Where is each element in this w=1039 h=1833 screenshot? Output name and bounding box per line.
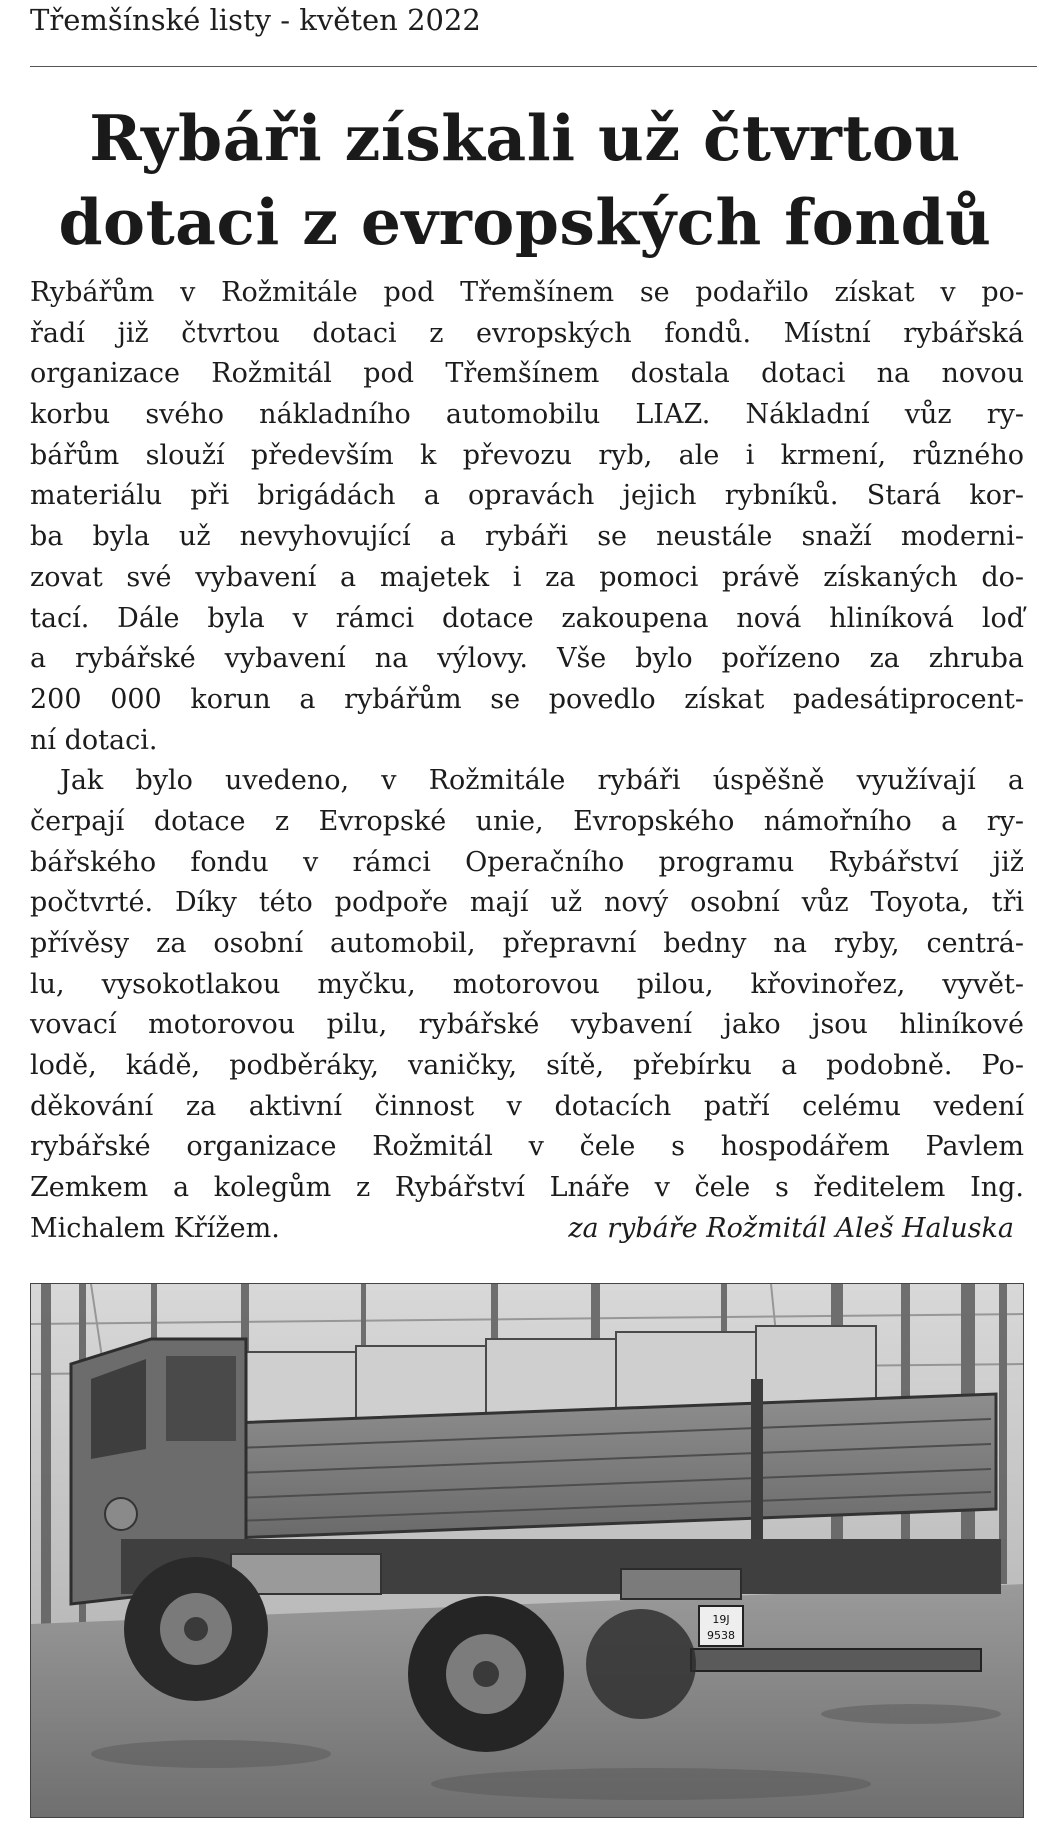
body-line: počtvrté. Díky této podpoře mají už nový osobní vůz Toyota, tři bbox=[30, 887, 1024, 919]
license-plate-top: 19J bbox=[712, 1613, 730, 1626]
author-signature: za rybáře Rožmitál Aleš Haluska bbox=[568, 1212, 1014, 1244]
body-line: korbu svého nákladního automobilu LIAZ. Nákladní vůz ry- bbox=[30, 399, 1024, 431]
article-title-line: Rybáři získali už čtvrtou bbox=[89, 101, 961, 175]
body-line: bářského fondu v rámci Operačního programu Rybářství již bbox=[30, 846, 1024, 878]
body-line: děkování za aktivní činnost v dotacích patří celému vedení bbox=[30, 1090, 1024, 1122]
body-line: Zemkem a kolegům z Rybářství Lnáře v čele s ředitelem Ing. bbox=[30, 1172, 1024, 1204]
body-line: lu, vysokotlakou myčku, motorovou pilou, křovinořez, vyvět- bbox=[30, 968, 1024, 1000]
body-line: organizace Rožmitál pod Třemšínem dostala dotaci na novou bbox=[30, 358, 1024, 390]
article-title-line: dotaci z evropských fondů bbox=[58, 185, 992, 259]
body-line: ba byla už nevyhovující a rybáři se neustále snaží moderni- bbox=[30, 521, 1024, 553]
body-line: materiálu při brigádách a opravách jejich rybníků. Stará kor- bbox=[30, 480, 1024, 512]
body-line: 200 000 korun a rybářům se povedlo získat padesátiprocent- bbox=[30, 683, 1024, 715]
truck-photo bbox=[30, 1283, 1024, 1818]
body-line: Rybářům v Rožmitále pod Třemšínem se podařilo získat v po- bbox=[30, 277, 1024, 308]
article-title bbox=[20, 96, 1030, 264]
body-line: rybářské organizace Rožmitál v čele s hospodářem Pavlem bbox=[30, 1131, 1024, 1163]
body-final-text: Michalem Křížem. bbox=[30, 1212, 280, 1244]
license-plate-bottom: 9538 bbox=[707, 1629, 735, 1642]
body-line: Jak bylo uvedeno, v Rožmitále rybáři úspěšně využívají a bbox=[60, 765, 1024, 797]
article-body bbox=[30, 273, 1024, 1250]
running-header: Třemšínské listy - květen 2022 bbox=[30, 3, 481, 37]
body-line: přívěsy za osobní automobil, přepravní bedny na ryby, centrá- bbox=[30, 928, 1024, 959]
header-divider bbox=[30, 66, 1037, 67]
body-line: tací. Dále byla v rámci dotace zakoupena nová hliníková loď bbox=[30, 602, 1024, 634]
body-line: lodě, kádě, podběráky, vaničky, sítě, přebírku a podobně. Po- bbox=[30, 1050, 1024, 1082]
body-line: řadí již čtvrtou dotaci z evropských fondů. Místní rybářská bbox=[30, 317, 1024, 349]
body-line: vovací motorovou pilu, rybářské vybavení jako jsou hliníkové bbox=[30, 1009, 1024, 1041]
truck-photo-image bbox=[31, 1284, 1024, 1818]
body-line: ní dotaci. bbox=[30, 724, 158, 756]
body-line: čerpají dotace z Evropské unie, Evropského námořního a ry- bbox=[30, 805, 1024, 837]
body-line-last bbox=[30, 1209, 1024, 1250]
body-line: bářům slouží především k převozu ryb, ale i krmení, různého bbox=[30, 439, 1024, 471]
body-line: a rybářské vybavení na výlovy. Vše bylo pořízeno za zhruba bbox=[30, 643, 1024, 675]
body-line: zovat své vybavení a majetek i za pomoci právě získaných do- bbox=[30, 561, 1024, 593]
